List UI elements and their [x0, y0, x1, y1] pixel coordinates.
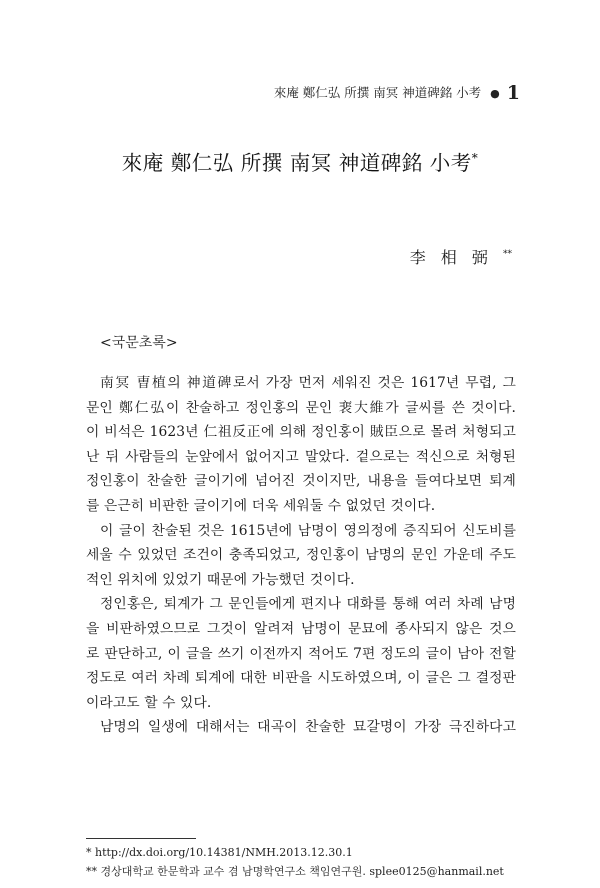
author: [410, 245, 512, 268]
abstract-line: 문인 鄭仁弘이 찬술하고 정인홍의 문인 裵大維가 글씨를 쓴 것이다.: [86, 399, 516, 416]
abstract-line: 이 글이 찬술된 것은 1615년에 남명이 영의정에 증직되어 신도비를: [100, 522, 516, 539]
author-name: 李 相 弼: [409, 248, 493, 267]
abstract-line: 이라고도 할 수 있다.: [86, 694, 212, 711]
abstract-line: 을 비판하였으므로 그것이 알려져 남명이 문묘에 종사되지 않은 것으: [86, 620, 516, 637]
abstract-line: 정도로 여러 차례 퇴계에 대한 비판을 시도하였으며, 이 글은 그 결정판: [86, 670, 516, 687]
abstract-line: 세울 수 있었던 조건이 충족되었고, 정인홍이 남명의 문인 가운데 주도: [86, 547, 516, 564]
abstract-line: 이 비석은 1623년 仁祖反正에 의해 정인홍이 賊臣으로 몰려 처형되고: [86, 424, 516, 441]
paper-title-text: 來庵 鄭仁弘 所撰 南冥 神道碑銘 小考: [121, 151, 472, 175]
abstract-line: 정인홍은, 퇴계가 그 문인들에게 편지나 대화를 통해 여러 차례 남명: [100, 596, 516, 613]
paper-title: [0, 146, 600, 176]
footnote-author: ** 경상대학교 한문학과 교수 겸 남명학연구소 책임연구원. splee0125@hanmail.net: [86, 865, 504, 878]
author-footnote-mark: **: [503, 249, 512, 260]
abstract-body: [86, 371, 516, 740]
abstract-line: 를 은근히 비판한 글이기에 더욱 세워둘 수 없었던 것이다.: [86, 497, 436, 514]
abstract-line: 정인홍이 찬술한 글이기에 넘어진 것이지만, 내용을 들여다보면 퇴계: [86, 473, 516, 490]
title-footnote-mark: *: [471, 151, 479, 166]
abstract-line: 난 뒤 사람들의 눈앞에서 없어지고 말았다. 겉으로는 적신으로 처형된: [86, 448, 516, 465]
running-head-title: 來庵 鄭仁弘 所撰 南冥 神道碑銘 小考: [273, 85, 482, 100]
abstract-line: 남명의 일생에 대해서는 대곡이 찬술한 묘갈명이 가장 극진하다고: [100, 719, 516, 736]
abstract-line: 적인 위치에 있었기 때문에 가능했던 것이다.: [86, 571, 355, 588]
abstract-line: 南冥 曺植의 神道碑로서 가장 먼저 세워진 것은 1617년 무렵, 그: [100, 375, 516, 391]
abstract-label: <국문초록>: [100, 335, 178, 351]
bullet-icon: ●: [490, 87, 500, 100]
footnote-divider: [86, 838, 196, 839]
page-number: 1: [506, 82, 520, 104]
abstract-line: 로 판단하고, 이 글을 쓰기 이전까지 적어도 7편 정도의 글이 남아 전할: [86, 645, 516, 662]
footnote-doi: * http://dx.doi.org/10.14381/NMH.2013.12.30.1: [86, 846, 353, 859]
running-head: [270, 82, 520, 104]
